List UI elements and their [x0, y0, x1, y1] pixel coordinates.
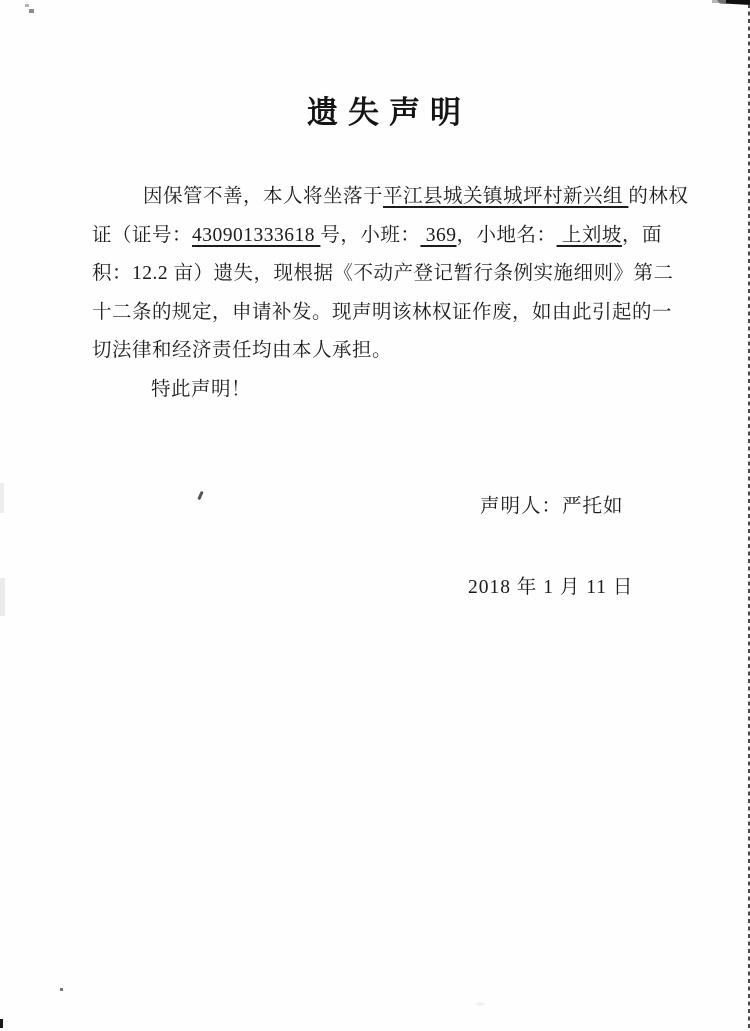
scan-artifact-speck	[25, 4, 29, 7]
line1-text-end: 的林权	[628, 186, 689, 207]
scan-artifact-bottom-left-mark	[0, 1019, 3, 1028]
body-line-5: 切法律和经济责任均由本人承担。	[92, 340, 393, 362]
declarant-signature: 声明人：严托如	[480, 496, 624, 517]
scan-artifact-left-smudge	[0, 483, 4, 513]
body-line-3: 积：12.2 亩）遗失，现根据《不动产登记暂行条例实施细则》第二	[92, 263, 674, 285]
location-underlined: 平江县城关镇城坪村新兴组	[383, 186, 629, 207]
place-name-underlined: 上刘坡	[556, 224, 622, 246]
body-line-4: 十二条的规定，申请补发。现声明该林权证作废，如由此引起的一	[92, 301, 673, 323]
scan-artifact-speck	[29, 9, 34, 13]
closing-statement: 特此声明！	[151, 378, 252, 400]
line2-text: 证（证号：	[92, 224, 193, 246]
declaration-date: 2018 年 1 月 11 日	[468, 577, 634, 598]
body-line-2	[92, 217, 664, 256]
certificate-number-underlined: 430901333618	[192, 224, 321, 246]
line2-text-mid1: 号，小班：	[320, 224, 421, 246]
scan-artifact-pen-tick	[197, 491, 203, 500]
body-line-1	[92, 178, 689, 217]
scan-artifact-speck	[60, 988, 63, 991]
line2-text-mid2: ，小地名：	[456, 224, 557, 246]
subplot-number-underlined: 369	[420, 224, 457, 246]
scan-artifact-left-smudge	[0, 578, 5, 616]
scan-artifact-faint-dot	[476, 1002, 485, 1006]
line2-text-end: ，面	[621, 224, 662, 246]
declaration-body	[92, 178, 689, 410]
line1-text: 因保管不善，本人将坐落于	[143, 186, 384, 207]
document-title: 遗失声明	[307, 95, 471, 130]
scan-artifact-top-right-bar	[717, 0, 750, 5]
scan-artifact-top-right-smear	[712, 0, 726, 3]
